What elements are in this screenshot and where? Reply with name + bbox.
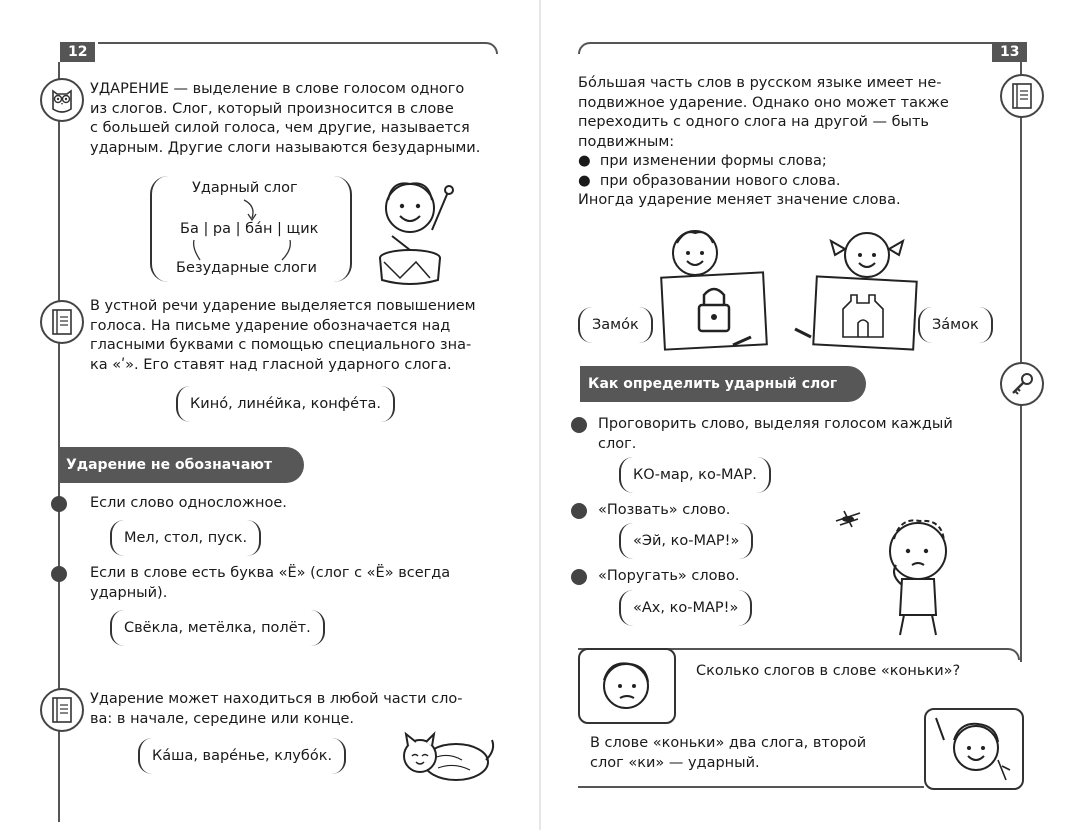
example-komar-3: «Ах, ко-МАР!»	[619, 590, 752, 626]
example-kasha: Ка́ша, варе́нье, клубо́к.	[138, 738, 346, 774]
book-icon	[40, 688, 84, 732]
example-komar-1: КО-мар, ко-МАР.	[619, 457, 771, 493]
dialog-bottom-rule	[578, 786, 924, 788]
word-zamok-castle: За́мок	[918, 307, 993, 343]
bullet-dot	[571, 569, 587, 585]
cat-illustration	[398, 722, 498, 784]
page-number-right: 13	[992, 42, 1027, 62]
drummer-boy-illustration	[370, 170, 470, 288]
example-mel: Мел, стол, пуск.	[110, 520, 261, 556]
dialog-answer: В слове «коньки» два слога, второй слог «ки» — ударный.	[590, 735, 867, 771]
step-call: «Позвать» слово.	[598, 502, 731, 518]
bullet-marker: ●	[578, 153, 600, 169]
example-kino: Кино́, лине́йка, конфе́та.	[176, 386, 395, 422]
bullet-dot	[51, 496, 67, 512]
owl-icon	[40, 78, 84, 122]
intro-paragraph: УДАРЕНИЕ — выделение в слове голосом одного из слогов. Слог, который произносится в слове с большей силой голоса, чем другие, называется ударным. Другие слоги называются безударными.	[90, 81, 481, 156]
girl-answer-portrait	[924, 708, 1024, 790]
step-pronounce: Проговорить слово, выделяя голосом каждый слог.	[598, 416, 953, 452]
book-icon	[1000, 74, 1044, 118]
meaning-change-line: Иногда ударение меняет значение слова.	[578, 192, 901, 208]
unstressed-syllables-label: Безударные слоги	[176, 260, 317, 276]
bullet-new-word: при образовании нового слова.	[599, 172, 841, 189]
word-zamok-lock: Замо́к	[578, 307, 653, 343]
stress-position-paragraph: Ударение может находиться в любой части сло- ва: в начале, середине или конце.	[90, 691, 463, 727]
section-header-how-to-find-stress: Как определить ударный слог	[580, 366, 866, 402]
book-icon	[40, 300, 84, 344]
example-komar-2: «Эй, ко-МАР!»	[619, 523, 753, 559]
syllable-breakdown: Ба | ра | ба́н | щик	[180, 221, 319, 237]
kids-with-signs-illustration	[655, 225, 925, 355]
stress-diagram	[150, 176, 352, 282]
page-header-rule	[98, 42, 498, 54]
key-icon	[1000, 362, 1044, 406]
bullet-marker: ●	[578, 172, 600, 189]
dialog-question: Сколько слогов в слове «коньки»?	[696, 663, 961, 679]
rule-monosyllabic: Если слово односложное.	[90, 495, 287, 511]
bullet-form-change: при изменении формы слова;	[599, 153, 827, 169]
page-header-rule	[578, 42, 992, 54]
rule-yo-letter: Если в слове есть буква «Ё» (слог с «Ё» всегда ударный).	[90, 565, 451, 601]
step-scold: «Поругать» слово.	[598, 568, 740, 584]
thinking-boy-illustration	[830, 505, 980, 640]
bullet-dot	[571, 417, 587, 433]
diagram-arrows	[152, 176, 350, 282]
bullet-dot	[571, 503, 587, 519]
section-header-no-stress-mark: Ударение не обозначают	[58, 447, 304, 483]
bullet-dot	[51, 566, 67, 582]
mobile-stress-paragraph: Бо́льшая часть слов в русском языке имеет не- подвижное ударение. Однако оно может также переходить с одного слога на другой — быть подвижным: ● при изменении формы слова; ● при образовании нового слова. Иногда ударение меняет значение слова.	[578, 74, 990, 211]
page-number-left: 12	[60, 42, 95, 62]
girl-question-portrait	[578, 648, 676, 724]
book-spine	[539, 0, 541, 830]
oral-stress-paragraph: В устной речи ударение выделяется повышением голоса. На письме ударение обозначается над гласными буквами с помощью специального зна- ка «ʹ». Его ставят над гласной ударного слога.	[90, 298, 476, 373]
example-svyokla: Свёкла, метёлка, полёт.	[110, 610, 325, 646]
stressed-syllable-label: Ударный слог	[192, 180, 298, 196]
